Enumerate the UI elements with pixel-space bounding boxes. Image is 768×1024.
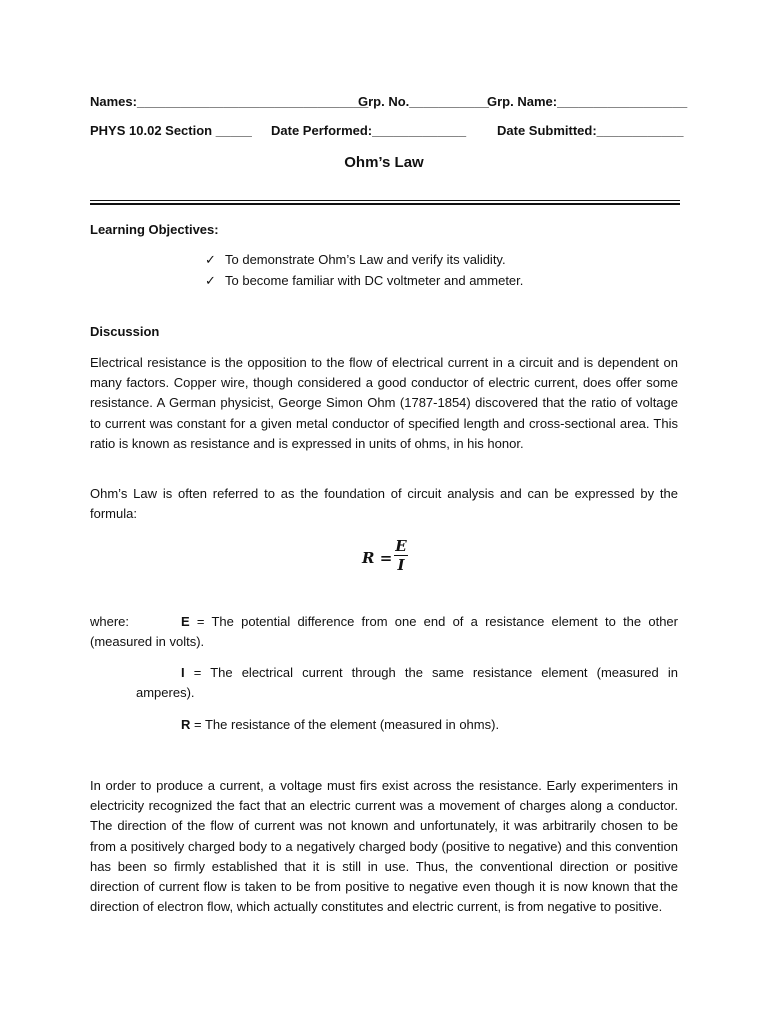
names-label: Names: — [90, 94, 137, 109]
objective-text: To become familiar with DC voltmeter and ammeter. — [225, 273, 524, 288]
checkmark-icon: ✓ — [205, 274, 216, 289]
formula-numerator: E — [395, 537, 407, 555]
date-submitted-blank: ____________ — [596, 123, 684, 138]
names-blank: ________________________________ — [136, 94, 369, 109]
grp-no-label: Grp. No. — [358, 94, 410, 109]
formula-lhs: R = — [362, 549, 393, 567]
discussion-heading: Discussion — [90, 324, 160, 339]
objective-item — [205, 251, 506, 270]
title-separator-top — [90, 200, 680, 201]
objectives-heading: Learning Objectives: — [90, 222, 219, 237]
definition-symbol: E — [181, 614, 190, 629]
title-separator — [90, 203, 680, 205]
where-label: where: — [90, 614, 130, 629]
date-submitted-row — [497, 122, 683, 140]
formula-fraction — [394, 538, 408, 573]
discussion-paragraph-2: Ohm’s Law is often referred to as the foundation of circuit analysis and can be expressed by the formula: — [90, 486, 678, 522]
definition-e — [90, 612, 678, 652]
objective-text: To demonstrate Ohm’s Law and verify its validity. — [225, 252, 506, 267]
grp-no-blank: ___________ — [409, 94, 489, 109]
definition-i — [136, 663, 678, 703]
page-title: Ohm’s Law — [344, 154, 424, 171]
definition-symbol: I — [181, 665, 185, 680]
definition-text: = The potential difference from one end of a resistance element to the other (measured in volts). — [90, 614, 678, 650]
definition-text: = The resistance of the element (measured in ohms). — [190, 717, 500, 732]
grp-name-label: Grp. Name: — [487, 94, 558, 109]
date-performed-label: Date Performed: — [271, 123, 373, 138]
section-label: PHYS 10.02 Section — [90, 123, 213, 138]
grp-no-row — [358, 93, 489, 111]
section-row — [90, 122, 252, 140]
date-performed-row — [271, 122, 466, 140]
grp-name-blank: __________________ — [557, 94, 688, 109]
date-submitted-label: Date Submitted: — [497, 123, 597, 138]
formula-denominator: I — [397, 556, 405, 574]
discussion-paragraph-1: Electrical resistance is the opposition to the flow of electrical current in a circuit and is dependent on many factors. Copper wire, though considered a good conductor of electric current, does offer some resistance. A German physicist, George Simon Ohm (1787-1854) discovered that the ratio of voltage to current was constant for a given metal conductor of specified length and cross-sectional area. This ratio is known as resistance and is expressed in units of ohms, in his honor. — [90, 355, 678, 451]
definition-r — [181, 716, 499, 734]
date-performed-blank: _____________ — [372, 123, 467, 138]
names-row — [90, 93, 368, 111]
section-blank: _____ — [215, 123, 252, 138]
definition-text: = The electrical current through the same resistance element (measured in amperes). — [136, 665, 678, 701]
checkmark-icon: ✓ — [205, 253, 216, 268]
discussion-paragraph-3: In order to produce a current, a voltage must firs exist across the resistance. Early experimenters in electricity recognized the fact that an electric current was a movement of charges along a conductor. The direction of the flow of current was not known and unfortunately, it was arbitrarily chosen to be from a positively charged body to a negatively charged body (positive to negative) and this convention has been so firmly established that it is still in use. Thus, the conventional direction or positive direction of current flow is taken to be from positive to negative even though it is now known that the direction of electron flow, which actually constitutes and electric current, is from negative to positive. — [90, 778, 678, 915]
definition-symbol: R — [181, 717, 191, 732]
grp-name-row — [487, 93, 687, 111]
objective-item — [205, 272, 523, 291]
